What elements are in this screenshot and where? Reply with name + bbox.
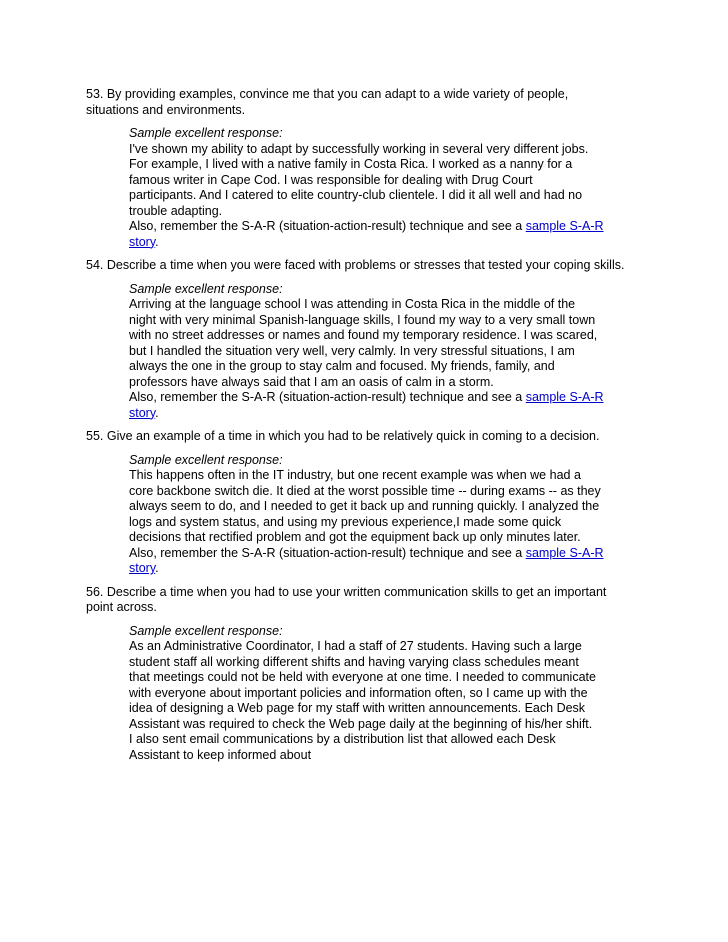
sample-response-block	[129, 126, 656, 250]
question-text: 53. By providing examples, convince me that you can adapt to a wide variety of people, situations and environments.	[86, 87, 569, 117]
question-53	[86, 87, 656, 250]
sar-tip-text: Also, remember the S-A-R (situation-action-result) technique and see a	[129, 219, 526, 233]
sample-response-label: Sample excellent response:	[129, 452, 283, 467]
sar-tip	[129, 546, 604, 577]
sar-tip-end: .	[155, 405, 159, 420]
question-text: 55. Give an example of a time in which you had to be relatively quick in coming to a decision.	[86, 429, 600, 443]
question-55	[86, 429, 656, 577]
question-56	[86, 585, 656, 764]
sar-tip	[129, 219, 604, 250]
sar-tip-text: Also, remember the S-A-R (situation-action-result) technique and see a	[129, 390, 526, 404]
sample-sar-story-link[interactable]: sample S-A-R story	[129, 390, 604, 420]
sample-response-text: As an Administrative Coordinator, I had a staff of 27 students. Having such a large student staff all working different shifts and having varying class schedules meant that meetings could not be held with everyone at one time. I needed to communicate with everyone about important policies and information often, so I came up with the idea of designing a Web page for my staff with written announcements. Each Desk Assistant was required to check the Web page daily at the beginning of his/her shift. I also sent email communications by a distribution list that allowed each Desk Assistant to keep informed about	[129, 639, 596, 762]
document-page	[86, 87, 656, 771]
question-54	[86, 258, 656, 421]
question-text: 56. Describe a time when you had to use your written communication skills to get an important point across.	[86, 584, 607, 614]
sample-response-label: Sample excellent response:	[129, 623, 283, 638]
sar-tip-text: Also, remember the S-A-R (situation-action-result) technique and see a	[129, 545, 526, 560]
sample-sar-story-link[interactable]: sample S-A-R story	[129, 545, 604, 575]
sample-response-block	[129, 453, 656, 577]
question-text: 54. Describe a time when you were faced with problems or stresses that tested your coping skills.	[86, 258, 625, 272]
sample-response-text: Arriving at the language school I was attending in Costa Rica in the middle of the night with very minimal Spanish-language skills, I found my way to a very small town with no street addresses or names and found my temporary residence. I was scared, but I handled the situation very well, very calmly. In very stressful situations, I am always the one in the group to stay calm and focused. My friends, family, and professors have always said that I am an oasis of calm in a storm.	[129, 297, 598, 389]
sample-response-label: Sample excellent response:	[129, 281, 283, 296]
sample-response-block	[129, 282, 656, 422]
sar-tip-end: .	[155, 561, 159, 575]
sample-response-text: I've shown my ability to adapt by successfully working in several very different jobs. For example, I lived with a native family in Costa Rica. I worked as a nanny for a famous writer in Cape Cod. I was responsible for dealing with Drug Court participants. And I catered to elite country-club clientele. I did it all well and had no trouble adapting.	[129, 141, 589, 218]
sample-response-text: This happens often in the IT industry, but one recent example was when we had a core backbone switch die. It died at the worst possible time -- during exams -- as they always seem to do, and I needed to get it back up and running quickly. I analyzed the logs and system status, and using my previous experience,I made some quick decisions that rectified problem and got the equipment back up only minutes later.	[129, 468, 601, 544]
sample-response-block	[129, 624, 656, 764]
sample-response-label: Sample excellent response:	[129, 126, 283, 140]
sar-tip-end: .	[155, 234, 159, 249]
sar-tip	[129, 390, 604, 421]
sample-sar-story-link[interactable]: sample S-A-R story	[129, 219, 604, 249]
